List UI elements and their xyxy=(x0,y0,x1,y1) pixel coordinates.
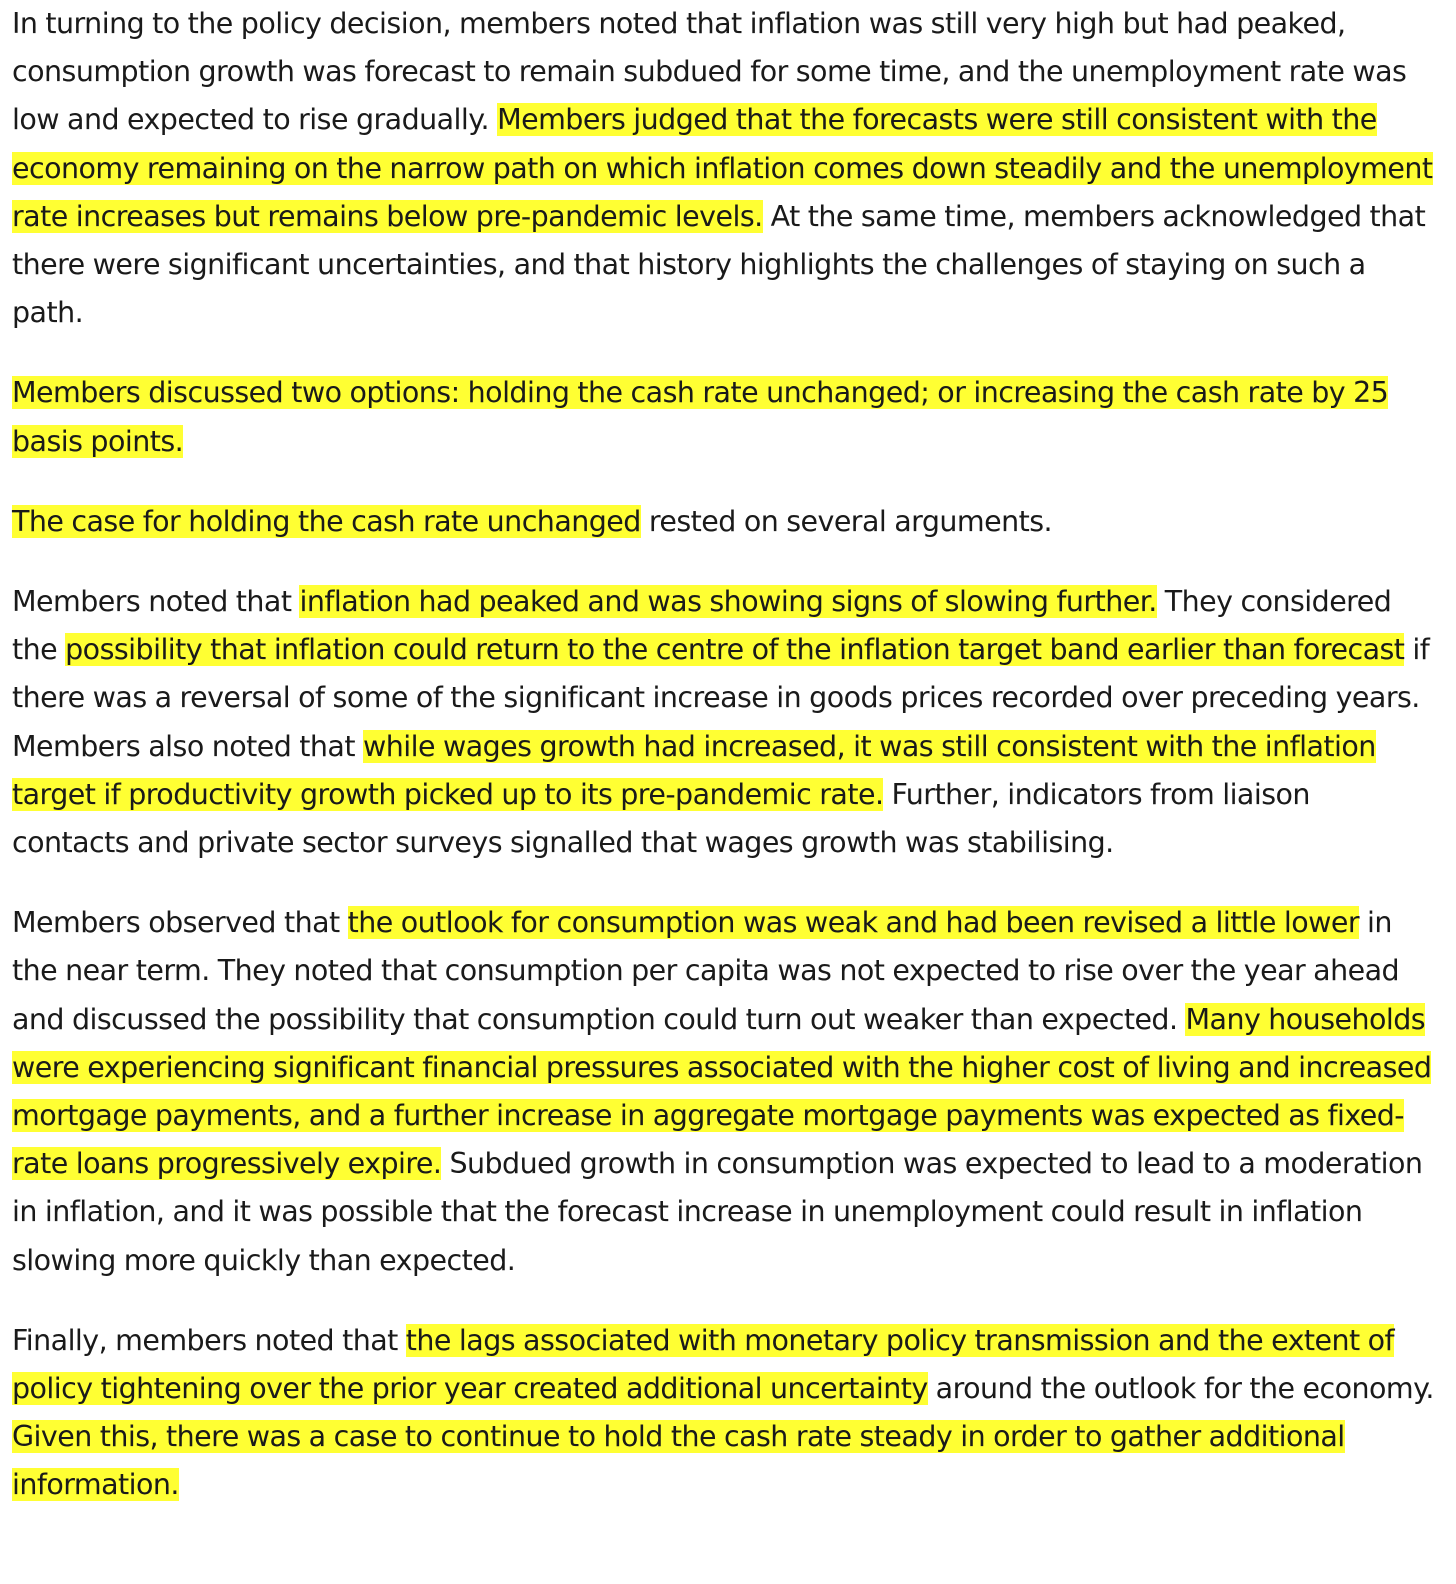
paragraph-lags-uncertainty xyxy=(12,1317,1434,1510)
highlighted-segment: while wages growth had increased, it was still consistent with the inflation target if productivity growth picked up to its pre-pandemic rate. xyxy=(12,729,1376,811)
highlighted-segment: possibility that inflation could return to the centre of the inflation target band earlier than forecast xyxy=(65,633,1405,667)
highlighted-segment: the lags associated with monetary policy transmission and the extent of policy tightening over the prior year created additional uncertainty xyxy=(12,1323,1395,1406)
paragraph-case-for-holding xyxy=(12,498,1434,546)
paragraph-inflation-wages xyxy=(12,578,1434,867)
paragraph-consumption xyxy=(12,899,1434,1285)
highlighted-segment: Many households were experiencing significant financial pressures associated with the higher cost of living and increased mortgage payments, and a further increase in aggregate mortgage payments was expected as fixed-rate loans progressively expire. xyxy=(12,1002,1432,1181)
text-segment: Members observed that xyxy=(12,906,348,940)
highlighted-segment: The case for holding the cash rate unchanged xyxy=(12,504,641,538)
highlighted-segment: inflation had peaked and was showing signs of slowing further. xyxy=(299,585,1157,619)
paragraph-options xyxy=(12,369,1434,465)
text-segment: Finally, members noted that xyxy=(12,1323,406,1357)
highlighted-segment: Members discussed two options: holding the cash rate unchanged; or increasing the cash rate by 25 basis points. xyxy=(12,376,1389,458)
text-segment: Members noted that xyxy=(12,585,300,619)
text-segment: rested on several arguments. xyxy=(640,504,1053,538)
text-segment: Subdued growth in consumption was expected to lead to a moderation in inflation, and it was possible that the forecast increase in unemployment could result in inflation slowing more quickly than expected. xyxy=(12,1147,1423,1277)
paragraph-policy-decision xyxy=(12,0,1434,337)
text-segment: In turning to the policy decision, members noted that inflation was still very high but had peaked, consumption growth was forecast to remain subdued for some time, and the unemployment rate was low and expected to rise gradually. xyxy=(12,7,1407,137)
text-segment: At the same time, members acknowledged that there were significant uncertainties, and that history highlights the challenges of staying on such a path. xyxy=(12,199,1426,330)
highlighted-segment: Given this, there was a case to continue to hold the cash rate steady in order to gather additional information. xyxy=(12,1420,1345,1502)
text-segment: They considered the xyxy=(12,585,1392,667)
text-segment: if there was a reversal of some of the significant increase in goods prices recorded over preceding years. Members also noted that xyxy=(12,633,1430,763)
highlighted-segment: Members judged that the forecasts were still consistent with the economy remaining on the narrow path on which inflation comes down steadily and the unemployment rate increases but remains below pre-pandemic levels. xyxy=(12,103,1433,233)
text-segment: in the near term. They noted that consumption per capita was not expected to rise over the year ahead and discussed the possibility that consumption could turn out weaker than expected. xyxy=(12,906,1400,1036)
text-segment: Further, indicators from liaison contacts and private sector surveys signalled that wages growth was stabilising. xyxy=(12,777,1310,860)
text-segment: around the outlook for the economy. xyxy=(927,1372,1434,1406)
highlighted-segment: the outlook for consumption was weak and had been revised a little lower xyxy=(347,906,1360,940)
